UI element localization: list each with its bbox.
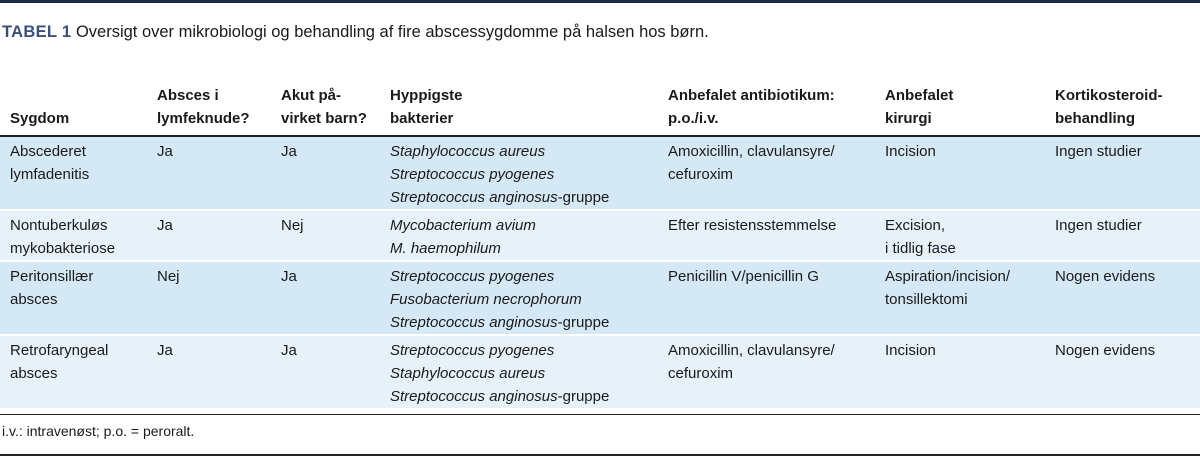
header-line: Anbefalet antibiotikum: bbox=[668, 87, 835, 104]
disease-line: lymfadenitis bbox=[10, 166, 90, 183]
table-header bbox=[0, 84, 1200, 136]
cell-steroid: Ingen studier bbox=[1055, 217, 1142, 234]
header-line: virket barn? bbox=[281, 110, 367, 127]
bacteria-name: Streptococcus pyogenes bbox=[390, 268, 555, 285]
header-line: bakterier bbox=[390, 110, 454, 127]
bacteria-line bbox=[390, 265, 654, 288]
caption-label: TABEL 1 bbox=[2, 23, 72, 41]
bottom-rule bbox=[0, 454, 1200, 456]
cell-antibiotic bbox=[658, 136, 875, 210]
header-line: Kortikosteroid- bbox=[1055, 87, 1163, 104]
header-lymph-node bbox=[147, 84, 271, 136]
cell-bacteria bbox=[380, 210, 658, 261]
table-row bbox=[0, 261, 1200, 335]
bacteria-name: M. haemophilum bbox=[390, 240, 501, 257]
table-row bbox=[0, 136, 1200, 210]
cell-surgery bbox=[875, 136, 1045, 210]
cell-steroid: Nogen evidens bbox=[1055, 342, 1156, 359]
bacteria-line bbox=[390, 385, 654, 408]
header-disease bbox=[0, 84, 147, 136]
cell-acute: Ja bbox=[281, 268, 297, 285]
disease-line: Abscederet bbox=[10, 143, 86, 160]
antibiotic-line: cefuroxim bbox=[668, 365, 734, 382]
bacteria-name: Mycobacterium avium bbox=[390, 217, 536, 234]
cell-lymph-node: Ja bbox=[157, 143, 173, 160]
table-row bbox=[0, 210, 1200, 261]
header-line: Sygdom bbox=[10, 110, 70, 127]
header-line: Akut på- bbox=[281, 87, 341, 104]
bacteria-line bbox=[390, 339, 654, 362]
top-rule bbox=[0, 0, 1200, 3]
disease-line: Nontuberkuløs bbox=[10, 217, 108, 234]
surgery-line: Aspiration/incision/ bbox=[885, 268, 1011, 285]
disease-line: mykobakteriose bbox=[10, 240, 116, 257]
cell-bacteria bbox=[380, 136, 658, 210]
bacteria-name: Streptococcus anginosus bbox=[390, 388, 558, 405]
cell-bacteria bbox=[380, 335, 658, 409]
surgery-line: tonsillektomi bbox=[885, 291, 968, 308]
bacteria-name: Streptococcus pyogenes bbox=[390, 342, 555, 359]
bacteria-line bbox=[390, 362, 654, 385]
cell-surgery bbox=[875, 261, 1045, 335]
cell-disease bbox=[0, 261, 147, 335]
header-acute bbox=[271, 84, 380, 136]
cell-acute: Ja bbox=[281, 342, 297, 359]
cell-antibiotic bbox=[658, 210, 875, 261]
bacteria-name: Staphylococcus aureus bbox=[390, 365, 546, 382]
cell-lymph-node: Ja bbox=[157, 217, 173, 234]
cell-steroid: Nogen evidens bbox=[1055, 268, 1156, 285]
antibiotic-line: Amoxicillin, clavulansyre/ bbox=[668, 143, 835, 160]
bacteria-name: Staphylococcus aureus bbox=[390, 143, 546, 160]
surgery-line: Excision, bbox=[885, 217, 946, 234]
bacteria-line bbox=[390, 163, 654, 186]
antibiotic-line: Penicillin V/penicillin G bbox=[668, 268, 819, 285]
bacteria-suffix: -gruppe bbox=[557, 189, 610, 206]
bacteria-line bbox=[390, 237, 654, 260]
cell-bacteria bbox=[380, 261, 658, 335]
cell-antibiotic bbox=[658, 335, 875, 409]
antibiotic-line: Amoxicillin, clavulansyre/ bbox=[668, 342, 835, 359]
antibiotic-line: Efter resistensstemmelse bbox=[668, 217, 837, 234]
disease-line: absces bbox=[10, 365, 58, 382]
cell-disease bbox=[0, 136, 147, 210]
bacteria-line bbox=[390, 311, 654, 334]
bacteria-suffix: -gruppe bbox=[557, 314, 610, 331]
caption-text: Oversigt over mikrobiologi og behandling af fire abscessygdomme på halsen hos børn. bbox=[75, 23, 709, 41]
data-table bbox=[0, 84, 1200, 410]
bacteria-name: Streptococcus anginosus bbox=[390, 314, 558, 331]
cell-lymph-node: Nej bbox=[157, 268, 180, 285]
disease-line: absces bbox=[10, 291, 58, 308]
bacteria-line bbox=[390, 140, 654, 163]
footer-rule bbox=[0, 414, 1200, 415]
header-line: Anbefalet bbox=[885, 87, 954, 104]
surgery-line: Incision bbox=[885, 143, 936, 160]
disease-line: Retrofaryngeal bbox=[10, 342, 109, 359]
header-steroid bbox=[1045, 84, 1200, 136]
bacteria-name: Streptococcus anginosus bbox=[390, 189, 558, 206]
cell-antibiotic bbox=[658, 261, 875, 335]
header-line: p.o./i.v. bbox=[668, 110, 719, 127]
bacteria-line bbox=[390, 288, 654, 311]
table-row bbox=[0, 335, 1200, 409]
bacteria-name: Streptococcus pyogenes bbox=[390, 166, 555, 183]
header-bacteria bbox=[380, 84, 658, 136]
disease-line: Peritonsillær bbox=[10, 268, 94, 285]
header-surgery bbox=[875, 84, 1045, 136]
bacteria-suffix: -gruppe bbox=[557, 388, 610, 405]
table-body bbox=[0, 136, 1200, 409]
cell-acute: Nej bbox=[281, 217, 304, 234]
table-caption bbox=[2, 21, 842, 43]
cell-surgery bbox=[875, 335, 1045, 409]
surgery-line: i tidlig fase bbox=[885, 240, 956, 257]
antibiotic-line: cefuroxim bbox=[668, 166, 734, 183]
header-line: behandling bbox=[1055, 110, 1135, 127]
header-line: kirurgi bbox=[885, 110, 932, 127]
cell-disease bbox=[0, 210, 147, 261]
cell-lymph-node: Ja bbox=[157, 342, 173, 359]
header-line: Absces i bbox=[157, 87, 219, 104]
bacteria-line bbox=[390, 214, 654, 237]
cell-disease bbox=[0, 335, 147, 409]
header-antibiotic bbox=[658, 84, 875, 136]
bacteria-name: Fusobacterium necrophorum bbox=[390, 291, 582, 308]
cell-surgery bbox=[875, 210, 1045, 261]
surgery-line: Incision bbox=[885, 342, 936, 359]
header-row bbox=[0, 84, 1200, 136]
footnote: i.v.: intravenøst; p.o. = peroralt. bbox=[2, 423, 195, 439]
bacteria-line bbox=[390, 186, 654, 209]
header-line: Hyppigste bbox=[390, 87, 463, 104]
cell-steroid: Ingen studier bbox=[1055, 143, 1142, 160]
cell-acute: Ja bbox=[281, 143, 297, 160]
header-line: lymfeknude? bbox=[157, 110, 250, 127]
